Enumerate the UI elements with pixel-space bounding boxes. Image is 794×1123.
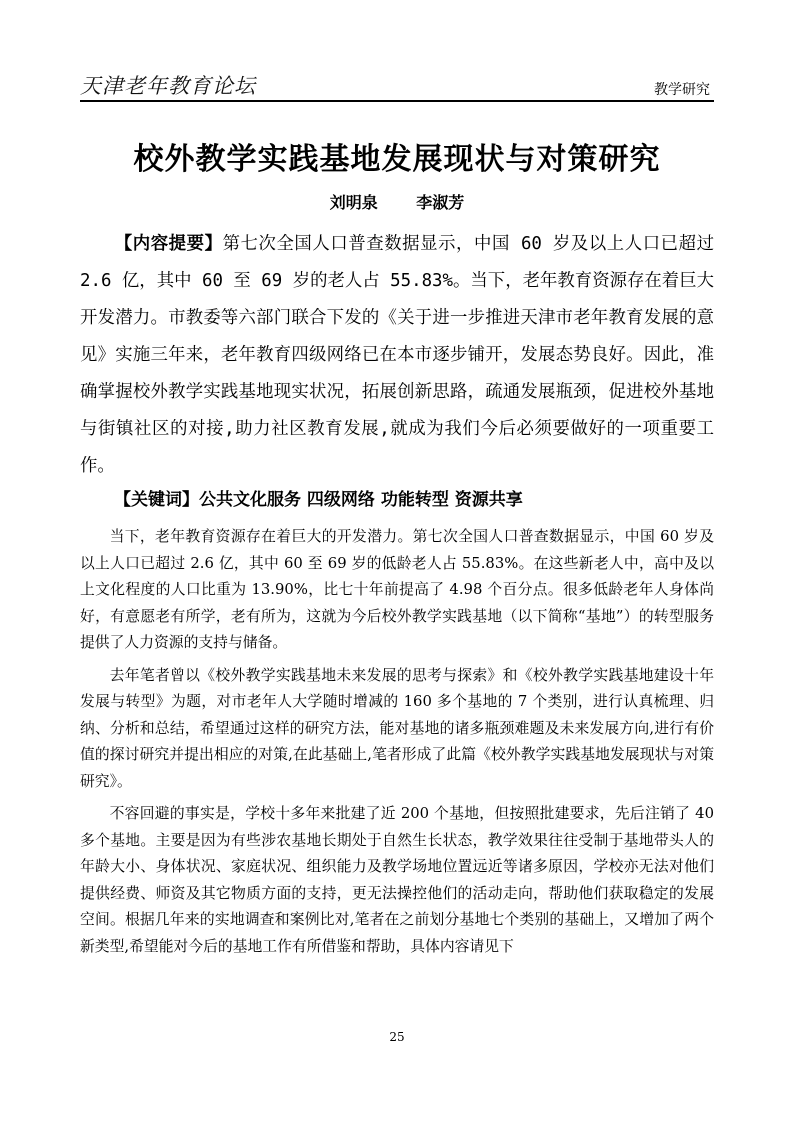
journal-logo: 天津老年教育论坛 [80,74,256,98]
keywords [80,486,714,514]
page-number: 25 [389,1030,405,1044]
abstract-text: 第七次全国人口普查数据显示，中国 60 岁及以上人口已超过 2.6 亿，其中 60 至 69 岁的老人占 55.83%。当下，老年教育资源存在着巨大开发潜力。市教委等六部门联合下发的《关于进一步推进天津市老年教育发展的意见》实施三年来，老年教育四级网络已在本市逐步铺开，发展态势良好。因此，准确掌握校外教学实践基地现实状况，拓展创新思路，疏通发展瓶颈，促进校外基地与街镇社区的对接,助力社区教育发展,就成为我们今后必须要做好的一项重要工作。 [80,234,714,476]
body-paragraph: 去年笔者曾以《校外教学实践基地未来发展的思考与探索》和《校外教学实践基地建设十年发展与转型》为题，对市老年人大学随时增减的 160 多个基地的 7 个类别，进行认真梳理、归纳、分析和总结，希望通过这样的研究方法，能对基地的诸多瓶颈难题及未来发展方向,进行有价值的探讨研究并提出相应的对策,在此基础上,笔者形成了此篇《校外教学实践基地发展现状与对策研究》。 [80,666,714,790]
abstract-label: 【内容提要】 [114,234,223,254]
header-rule [80,100,714,102]
body-text [80,524,714,966]
abstract [80,226,714,485]
article-authors: 刘明泉 李淑芳 [329,193,465,212]
section-label: 教学研究 [654,82,710,98]
keywords-text: 公共文化服务 四级网络 功能转型 资源共享 [199,490,523,510]
body-paragraph: 不容回避的事实是，学校十多年来批建了近 200 个基地，但按照批建要求，先后注销了 40 多个基地。主要是因为有些涉农基地长期处于自然生长状态，教学效果往往受制于基地带头人的年龄大小、身体状况、家庭状况、组织能力及教学场地位置远近等诸多原因，学校亦无法对他们提供经费、师资及其它物质方面的支持，更无法操控他们的活动走向，帮助他们获取稳定的发展空间。根据几年来的实地调查和案例比对,笔者在之前划分基地七个类别的基础上，又增加了两个新类型,希望能对今后的基地工作有所借鉴和帮助，具体内容请见下 [80,805,714,955]
body-paragraph: 当下，老年教育资源存在着巨大的开发潜力。第七次全国人口普查数据显示，中国 60 岁及以上人口已超过 2.6 亿，其中 60 至 69 岁的低龄老人占 55.83%。在这些新老人中，高中及以上文化程度的人口比重为 13.90%，比七十年前提高了 4.98 个百分点。很多低龄老年人身体尚好，有意愿老有所学，老有所为，这就为今后校外教学实践基地（以下简称“基地”）的转型服务提供了人力资源的支持与储备。 [80,528,714,651]
keywords-label: 【关键词】 [114,490,199,510]
article-title: 校外教学实践基地发展现状与对策研究 [133,142,661,177]
